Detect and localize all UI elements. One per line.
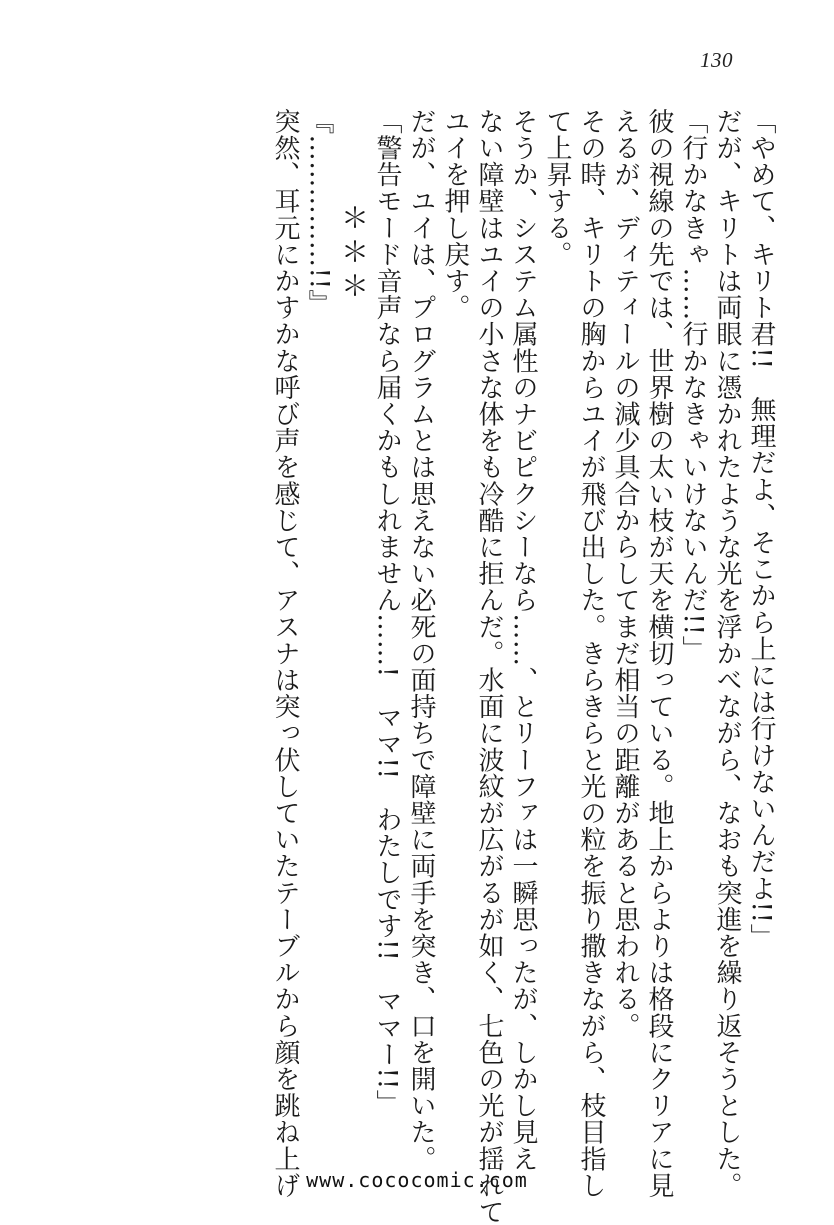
text-line: 彼の視線の先では、世界樹の太い枝が天を横切っている。地上からよりは格段にクリアに見 (644, 108, 674, 1199)
text-line: 「行かなきゃ……行かなきゃいけないんだ!!」 (678, 108, 708, 663)
text-line: ユイを押し戻す。 (440, 108, 470, 321)
text-line: 「警告モード音声なら届くかもしれません……! ママ!! わたしです!! ママー!!」 (372, 108, 402, 1117)
text-line: だが、キリトは両眼に憑かれたような光を浮かべながら、なおも突進を繰り返そうとした。 (712, 108, 742, 1199)
text-line: て上昇する。 (542, 108, 572, 268)
scene-break: ＊＊＊ (337, 203, 370, 305)
footer-url: www.cococomic.com (306, 1168, 528, 1192)
text-line: ない障壁はユイの小さな体をも冷酷に拒んだ。水面に波紋が広がるが如く、七色の光が揺れて (474, 108, 504, 1225)
text-line: 『……………!!』 (304, 108, 334, 317)
text-line: その時、キリトの胸からユイが飛び出した。きらきらと光の粒を振り撒きながら、枝目指し (576, 108, 606, 1199)
text-line: だが、ユイは、プログラムとは思えない必死の面持ちで障壁に両手を突き、口を開いた。 (406, 108, 436, 1172)
text-line: 「やめて、キリト君!! 無理だよ、そこから上には行けないんだよ!!」 (746, 108, 776, 951)
page-number: 130 (700, 48, 733, 72)
text-line: そうか、システム属性のナビピクシーなら……、とリーファは一瞬思ったが、しかし見え (508, 108, 538, 1172)
text-line: 突然、耳元にかすかな呼び声を感じて、アスナは突っ伏していたテーブルから顔を跳ね上げ (270, 108, 300, 1199)
text-line: えるが、ディティールの減少具合からしてまだ相当の距離があると思われる。 (610, 108, 640, 1039)
